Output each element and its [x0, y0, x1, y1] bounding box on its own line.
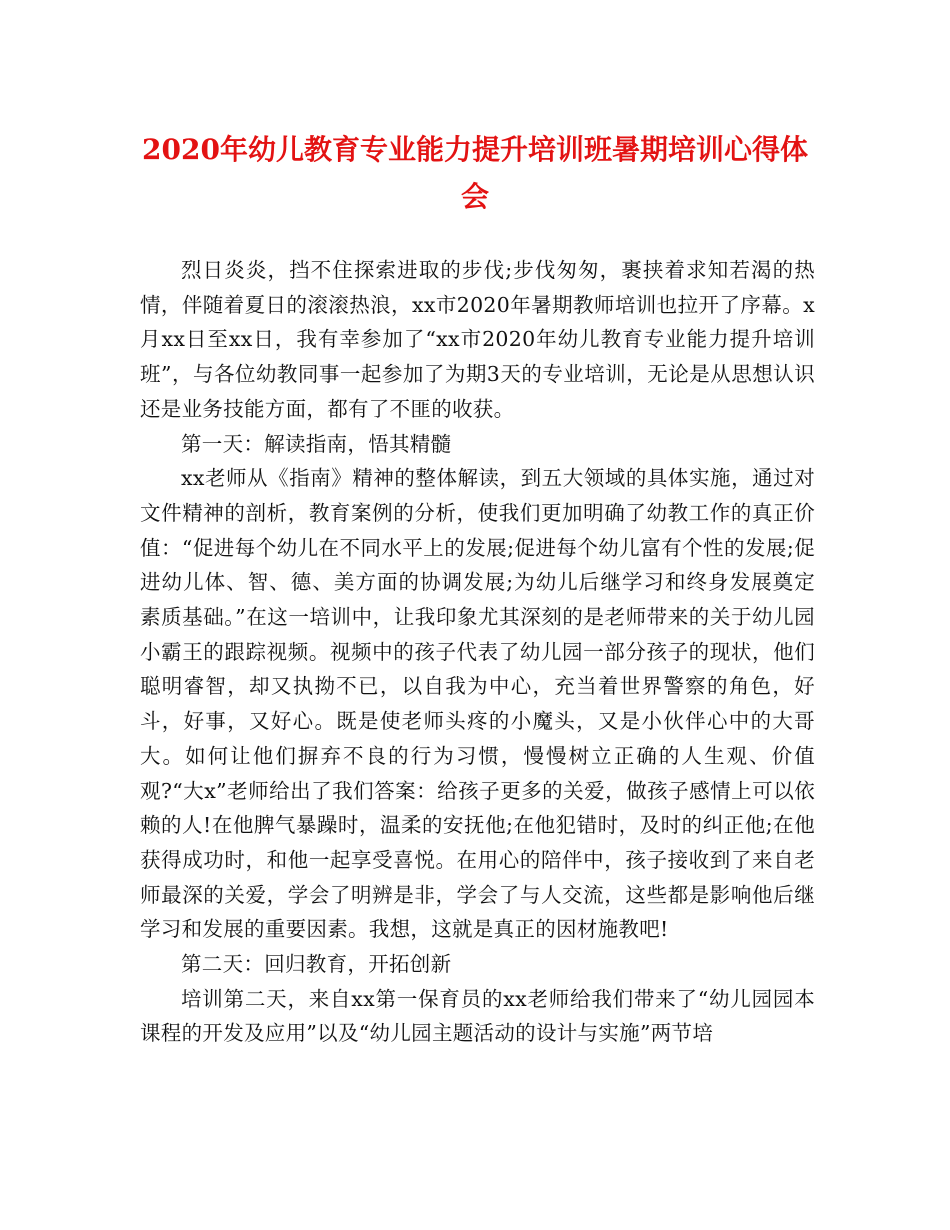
- day-one-paragraph: xx老师从《指南》精神的整体解读，到五大领域的具体实施，通过对文件精神的剖析，教育案例的分析，使我们更加明确了幼教工作的真正价值：“促进每个幼儿在不同水平上的发展;促进每个幼儿富有个性的发展;促进幼儿体、智、德、美方面的协调发展;为幼儿后继学习和终身发展奠定 素质基础。”在这一培训中，让我印象尤其深刻的是老师带来的关于幼儿园小霸王的跟踪视频。视频中的孩子代表了幼儿园一部分孩子的现状，他们聪明睿智，却又执拗不已，以自我为中心，充当着世界警察的角色，好斗，好事，又好心。既是使老师头疼的小魔头，又是小伙伴心中的大哥大。如何让他们摒弃不良的行为习惯，慢慢树立正确的人生观、价值观?“大x”老师给出了我们答案：给孩子更多的关爱，做孩子感情上可以依赖的人!在他脾气暴躁时，温柔的安抚他;在他犯错时，及时的纠正他;在他获得成功时，和他一起享受喜悦。在用心的陪伴中，孩子接收到了来自老师最深的关爱，学会了明辨是非，学会了与人交流，这些都是影响他后继学习和发展的重要因素。我想，这就是真正的因材施教吧!: [140, 466, 815, 942]
- intro-paragraph: 烈日炎炎，挡不住探索进取的步伐;步伐匆匆，裹挟着求知若渴的热情，伴随着夏日的滚滚热浪，xx市2020年暑期教师培训也拉开了序幕。x月xx日至xx日，我有幸参加了“xx市2020年幼儿教育专业能力提升培训班”，与各位幼教同事一起参加了为期3天的专业培训，无论是从思想认识还是业务技能方面，都有了不匪的收获。: [140, 258, 815, 421]
- section-heading-day-two: 第二天：回归教育，开拓创新: [181, 952, 452, 977]
- section-heading-day-one: 第一天：解读指南，悟其精髓: [181, 431, 452, 456]
- document-title: 2020年幼儿教育专业能力提升培训班暑期培训心得体会: [142, 133, 808, 213]
- day-two-paragraph: 培训第二天，来自xx第一保育员的xx老师给我们带来了“幼儿园园本课程的开发及应用”以及“幼儿园主题活动的设计与实施”两节培: [140, 986, 815, 1046]
- document-body: [140, 253, 815, 1051]
